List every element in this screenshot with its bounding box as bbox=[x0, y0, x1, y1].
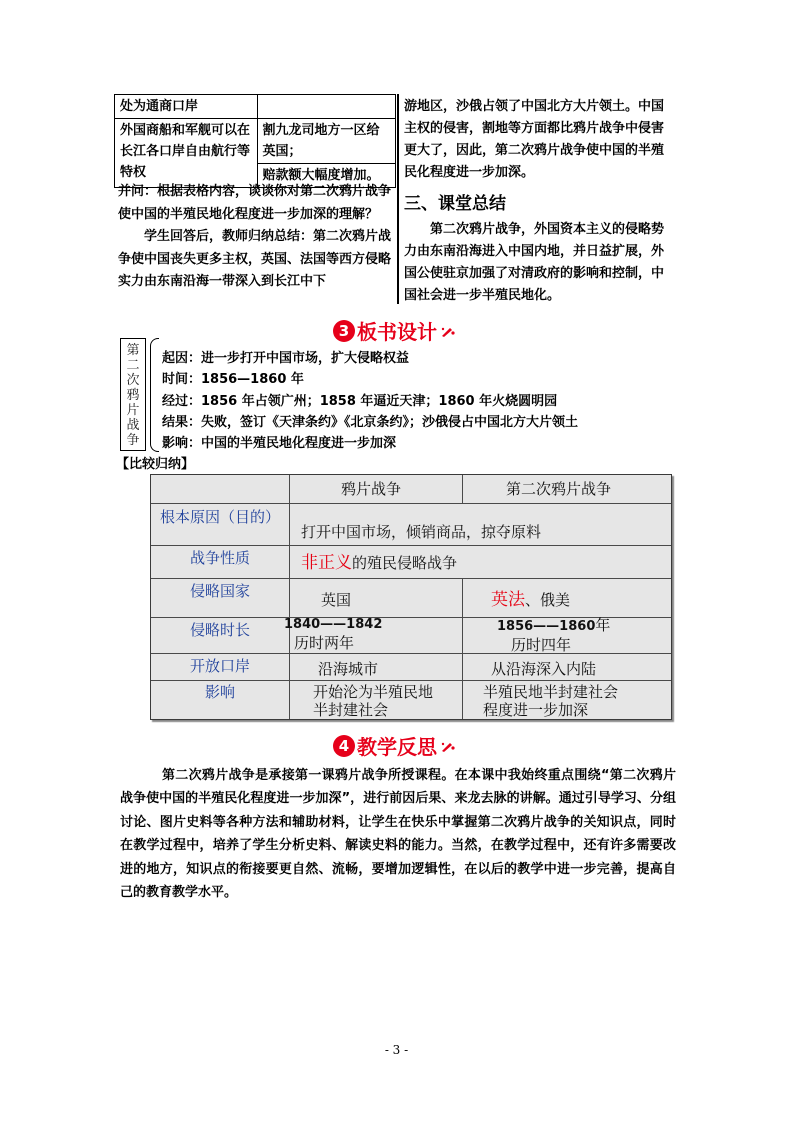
section-title-summary: 三、课堂总结 bbox=[404, 194, 506, 214]
board-line-result: 结果：失败，签订《天津条约》《北京条约》；沙俄侵占中国北方大片领土 bbox=[162, 414, 579, 430]
board-outline bbox=[162, 348, 578, 454]
table-cell bbox=[483, 683, 618, 719]
summary-block bbox=[404, 219, 674, 307]
continued-paragraph: 游地区，沙俄占领了中国北方大片领土。中国主权的侵害，割地等方面都比鸦片战争中侵害更大了，因此，第二次鸦片战争使中国的半殖民化程度进一步加深。 bbox=[404, 99, 665, 180]
left-column-text bbox=[118, 181, 394, 294]
cell-text: 半封建社会 bbox=[313, 701, 389, 719]
row-label: 影响 bbox=[204, 683, 235, 701]
reflection-paragraph: 第二次鸦片战争是承接第一课鸦片战争所授课程。在本课中我始终重点围绕“第二次鸦片战争使中国的半殖民化程度进一步加深”，进行前因后果、来龙去脉的讲解。通过引导学习、分组讨论、图片史料等各种方法和辅助材料，让学生在快乐中掌握第二次鸦片战争的关知识点，同时在教学过程中，培养了学生分析史料、解读史料的能力。当然，在教学过程中，还有许多需要改进的地方，知识点的衔接要更自然、流畅，要增加逻辑性，在以后的教学中进一步完善，提高自己的教育教学水平。 bbox=[120, 768, 676, 901]
table-row bbox=[115, 119, 396, 164]
summary-paragraph: 第二次鸦片战争，外国资本主义的侵略势力由东南沿海进入中国内地，并日益扩展，外国公使驻京加强了对清政府的影响和控制，中国社会进一步半殖民地化。 bbox=[404, 222, 665, 303]
table-cell bbox=[491, 591, 570, 609]
pen-decoration-icon bbox=[440, 734, 456, 758]
question-paragraph: 并问：根据表格内容，谈谈你对第二次鸦片战争使中国的半殖民地化程度进一步加深的理解？ bbox=[118, 184, 392, 222]
table-row bbox=[115, 95, 396, 119]
page-number: - 3 - bbox=[384, 1043, 409, 1057]
cell-text: 程度进一步加深 bbox=[483, 701, 589, 719]
column-divider bbox=[289, 475, 290, 719]
column-divider bbox=[462, 578, 463, 719]
row-label: 侵略时长 bbox=[189, 621, 250, 639]
cell-text: 1856——1860 bbox=[497, 619, 596, 634]
column-header-opium-war: 鸦片战争 bbox=[341, 480, 402, 498]
row-label: 侵略国家 bbox=[189, 582, 250, 600]
policy-table bbox=[114, 94, 396, 188]
column-divider bbox=[462, 475, 463, 503]
compare-label: 【比较归纳】 bbox=[116, 457, 195, 472]
board-line-cause: 起因：进一步打开中国市场，扩大侵略权益 bbox=[162, 351, 410, 366]
table-cell bbox=[497, 616, 667, 654]
circled-number-icon: 4 bbox=[333, 735, 355, 757]
table-cell: 外国商船和军舰可以在长江各口岸自由航行等特权 bbox=[115, 119, 258, 188]
pen-decoration-icon bbox=[440, 319, 456, 343]
cell-text: 、俄美 bbox=[525, 591, 571, 609]
right-column-continued bbox=[404, 96, 674, 184]
section-title: 教学反思 bbox=[357, 735, 437, 759]
table-cell: 割九龙司地方一区给英国； bbox=[257, 119, 395, 164]
section-heading-board-design bbox=[333, 316, 456, 345]
vertical-title-box bbox=[120, 338, 146, 451]
board-line-time: 时间：1856—1860 年 bbox=[162, 372, 304, 388]
column-header-second-opium-war: 第二次鸦片战争 bbox=[506, 480, 612, 498]
vertical-char: 片 bbox=[126, 403, 140, 418]
table-cell: 处为通商口岸 bbox=[115, 95, 258, 119]
row-label: 战争性质 bbox=[189, 549, 250, 567]
column-divider bbox=[397, 94, 399, 304]
circled-number-icon: 3 bbox=[333, 320, 355, 342]
board-line-impact: 影响：中国的半殖民地化程度进一步加深 bbox=[162, 436, 397, 452]
table-cell: 英国 bbox=[321, 591, 352, 609]
reflection-text bbox=[120, 764, 676, 904]
vertical-char: 鸦 bbox=[126, 388, 140, 403]
board-line-process: 经过：1856 年占领广州；1858 年逼近天津；1860 年火烧圆明园 bbox=[162, 393, 558, 409]
cell-text: 年 bbox=[595, 616, 611, 634]
section-heading-teaching-reflection bbox=[333, 731, 456, 760]
table-cell: 赔款额大幅度增加。 bbox=[257, 164, 395, 188]
cell-text: 历时两年 bbox=[294, 634, 355, 652]
row-label: 开放口岸 bbox=[189, 657, 250, 675]
table-cell: 沿海城市 bbox=[318, 660, 379, 678]
table-cell: 从沿海深入内陆 bbox=[491, 660, 597, 678]
answer-paragraph: 学生回答后，教师归纳总结：第二次鸦片战争使中国丧失更多主权，英国、法国等西方侵略实力由东南沿海一带深入到长江中下 bbox=[118, 229, 392, 289]
vertical-char: 争 bbox=[126, 433, 140, 448]
highlight-text: 非正义 bbox=[301, 553, 352, 573]
highlight-text: 英法 bbox=[491, 590, 525, 610]
table-cell bbox=[313, 683, 433, 719]
table-cell bbox=[301, 554, 457, 572]
vertical-char: 二 bbox=[126, 358, 140, 373]
row-label: 根本原因（目的） bbox=[159, 508, 280, 526]
vertical-char: 第 bbox=[126, 343, 140, 358]
vertical-char: 战 bbox=[126, 418, 140, 433]
vertical-char: 次 bbox=[126, 373, 140, 388]
cell-text: 1840——1842 bbox=[284, 617, 383, 632]
cell-text: 的殖民侵略战争 bbox=[352, 554, 458, 572]
brace-bracket bbox=[150, 338, 159, 452]
section-title: 板书设计 bbox=[357, 320, 437, 344]
table-cell bbox=[284, 616, 454, 652]
table-cell bbox=[257, 95, 395, 119]
table-cell: 打开中国市场，倾销商品，掠夺原料 bbox=[301, 523, 542, 541]
cell-text: 半殖民地半封建社会 bbox=[483, 683, 619, 701]
comparison-table bbox=[150, 474, 672, 720]
cell-text: 开始沦为半殖民地 bbox=[313, 683, 434, 701]
cell-text: 历时四年 bbox=[511, 636, 572, 654]
